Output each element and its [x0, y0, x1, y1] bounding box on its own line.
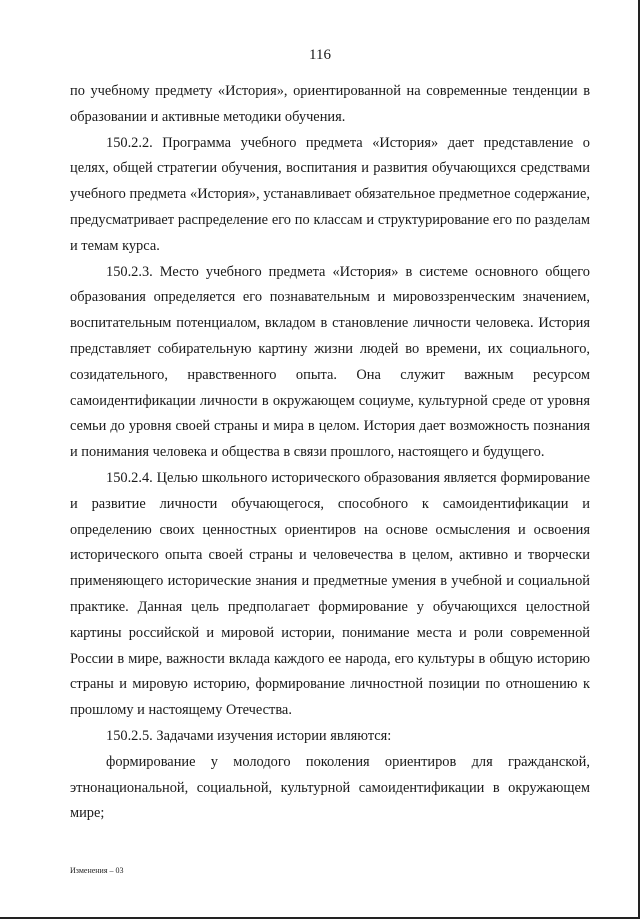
paragraph-150-2-5: 150.2.5. Задачами изучения истории являются:	[106, 727, 392, 744]
paragraph-150-2-2: 150.2.2. Программа учебного предмета «История» дает представление о целях, общей стратегии обучения, воспитания и развития обучающихся средствами учебного предмета «История», устанавливает обязательное предметное содержание, предусматривает распределение его по классам и структурирование его по разделам и темам курса.	[70, 134, 590, 254]
paragraph-150-2-4: 150.2.4. Целью школьного исторического образования является формирование и развитие личности обучающегося, способного к самоидентификации и определению своих ценностных ориентиров на основе осмысления и освоения исторического опыта своей страны и человечества в целом, активно и творчески применяющего исторические знания и предметные умения в учебной и социальной практике. Данная цель предполагает формирование у обучающихся целостной картины российской и мировой истории, понимание места и роли современной России в мире, важности вклада каждого ее народа, его культуры в общую историю страны и мировую историю, формирование личностной позиции по отношению к прошлому и настоящему Отечества.	[70, 469, 590, 719]
document-body	[70, 79, 590, 827]
page-number: 116	[309, 47, 331, 63]
paragraph-150-2-3: 150.2.3. Место учебного предмета «История» в системе основного общего образования определяется его познавательным и мировоззренческим значением, воспитательным потенциалом, вкладом в становление личности человека. История представляет собирательную картину жизни людей во времени, их социального, созидательного, нравственного опыта. Она служит важным ресурсом самоидентификации личности в окружающем социуме, культурной среде от уровня семьи до уровня своей страны и мира в целом. История дает возможность познания и понимания человека и общества в связи прошлого, настоящего и будущего.	[70, 263, 590, 461]
paragraph-task-1: формирование у молодого поколения ориентиров для гражданской, этнонациональной, социальной, культурной самоидентификации в окружающем мире;	[70, 753, 590, 822]
revision-footer: Изменения – 03	[70, 866, 124, 875]
paragraph-continuation: по учебному предмету «История», ориентированной на современные тенденции в образовании и активные методики обучения.	[70, 83, 590, 125]
